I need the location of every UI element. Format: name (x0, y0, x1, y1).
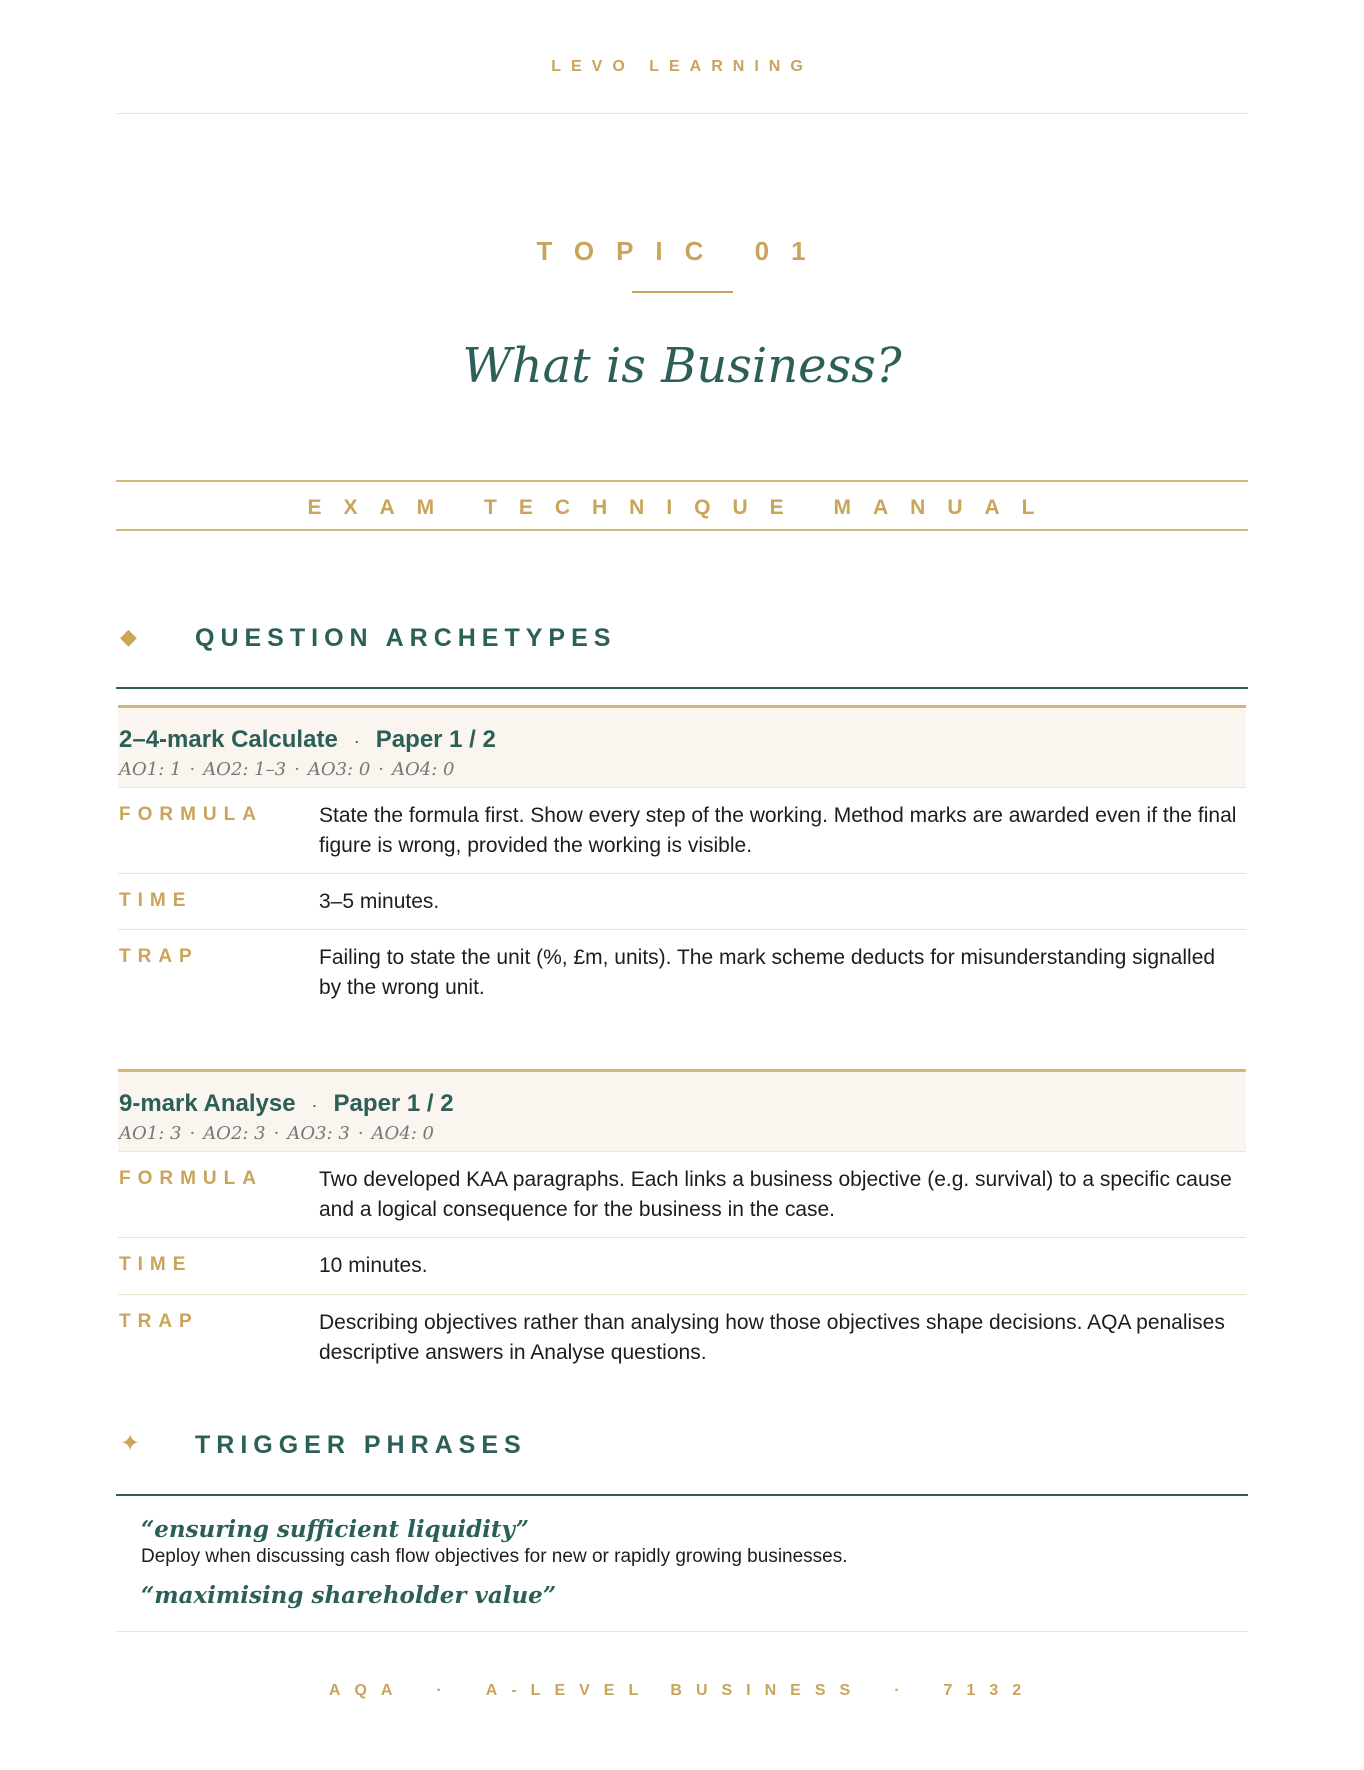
section-question-archetypes (116, 620, 1248, 666)
row-label: FORMULA (119, 804, 263, 825)
manual-label: EXAM TECHNIQUE MANUAL (307, 496, 1057, 519)
brand-name: LEVO LEARNING (551, 58, 813, 75)
trigger-phrase-quote: “ensuring sufficient liquidity” (141, 1516, 529, 1543)
ao-separator: · (273, 1123, 280, 1144)
section-title: QUESTION ARCHETYPES (195, 624, 617, 652)
archetype-name: 9-mark Analyse (119, 1090, 296, 1117)
archetype-name: 2–4-mark Calculate (119, 726, 338, 753)
archetype-paper: Paper 1 / 2 (333, 1090, 454, 1117)
title-separator: · (311, 1095, 318, 1115)
row-label: TRAP (119, 1311, 199, 1332)
archetype-card-header (118, 705, 1246, 788)
ao3-weight: AO3: 3 (287, 1123, 350, 1144)
archetype-paper: Paper 1 / 2 (375, 726, 496, 753)
assessment-objectives (119, 1123, 434, 1144)
archetype-row-time (118, 874, 1246, 930)
footer-board: AQA (328, 1682, 407, 1699)
archetype-card (118, 1069, 1246, 1381)
footer-course: A-LEVEL BUSINESS (485, 1682, 865, 1699)
archetype-row-trap (118, 930, 1246, 1016)
four-point-star-icon: ✦ (120, 1430, 141, 1457)
footer (0, 1682, 1364, 1700)
archetype-row-trap (118, 1295, 1246, 1381)
row-text: Failing to state the unit (%, £m, units). The mark scheme deducts for misunderstanding signalled by the wrong unit. (319, 946, 1216, 999)
row-label: TRAP (119, 946, 199, 967)
ao1-weight: AO1: 3 (119, 1123, 182, 1144)
ao4-weight: AO4: 0 (371, 1123, 435, 1144)
row-label: TIME (119, 1254, 193, 1275)
row-text: Describing objectives rather than analysing how those objectives shape decisions. AQA penalises descriptive answers in Analyse questions. (319, 1311, 1225, 1364)
footer-separator: · (436, 1682, 456, 1699)
topic-underline (632, 291, 733, 293)
assessment-objectives (119, 759, 454, 780)
archetype-title (119, 726, 496, 754)
section-trigger-phrases (116, 1427, 1248, 1473)
ao4-weight: AO4: 0 (392, 759, 455, 780)
archetype-row-formula (118, 1152, 1246, 1238)
ao-separator: · (189, 1123, 196, 1144)
section-title: TRIGGER PHRASES (195, 1431, 527, 1459)
ao2-weight: AO2: 1–3 (203, 759, 287, 780)
diamond-icon: ◆ (120, 624, 137, 649)
ao3-weight: AO3: 0 (307, 759, 371, 780)
trigger-phrase-list (116, 1503, 1248, 1632)
page-title: What is Business? (462, 338, 902, 394)
ao-separator: · (378, 759, 385, 780)
ao2-weight: AO2: 3 (203, 1123, 266, 1144)
row-text: 10 minutes. (319, 1254, 428, 1277)
footer-separator: · (894, 1682, 914, 1699)
section-divider (116, 1494, 1248, 1496)
title-separator: · (353, 731, 360, 751)
row-text: Two developed KAA paragraphs. Each links a business objective (e.g. survival) to a specific cause and a logical consequence for the business in the case. (319, 1168, 1232, 1221)
topic-label: TOPIC 01 (536, 236, 828, 266)
archetype-card-header (118, 1069, 1246, 1152)
archetype-title (119, 1090, 454, 1118)
row-text: 3–5 minutes. (319, 890, 440, 913)
row-label: FORMULA (119, 1168, 263, 1189)
ao-separator: · (357, 1123, 364, 1144)
ao-separator: · (294, 759, 300, 780)
row-text: State the formula first. Show every step of the working. Method marks are awarded even if the final figure is wrong, provided the working is visible. (319, 804, 1237, 857)
footer-spec-code: 7132 (943, 1682, 1036, 1699)
trigger-phrase-quote: “maximising shareholder value” (141, 1582, 557, 1609)
row-label: TIME (119, 890, 193, 911)
archetype-row-time (118, 1238, 1246, 1295)
header-divider (116, 113, 1248, 114)
archetype-card (118, 705, 1246, 1016)
section-divider (116, 687, 1248, 689)
ao1-weight: AO1: 1 (119, 759, 182, 780)
archetype-row-formula (118, 788, 1246, 874)
ao-separator: · (189, 759, 196, 780)
trigger-phrase-description: Deploy when discussing cash flow objectives for new or rapidly growing businesses. (141, 1546, 848, 1567)
